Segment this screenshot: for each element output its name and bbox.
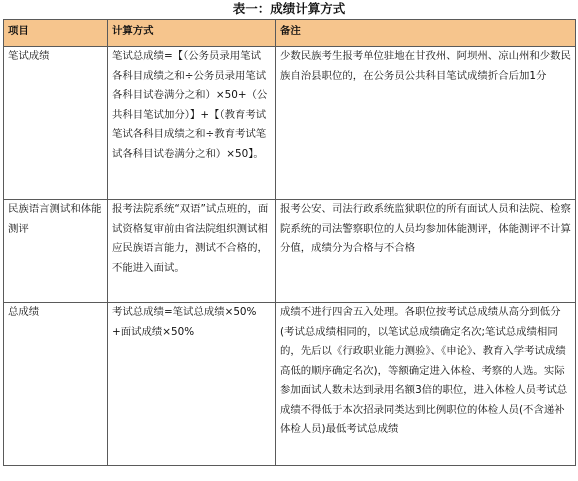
table-title: 表一：成绩计算方式 bbox=[232, 1, 346, 16]
row-written-item: 笔试成绩 bbox=[4, 47, 108, 200]
header-note: 备注 bbox=[276, 20, 576, 47]
table-row bbox=[4, 303, 576, 466]
row-written-method: 笔试总成绩=【（公务员录用笔试各科目成绩之和÷公务员录用笔试各科目试卷满分之和）×50+（公共科目笔试加分）】+【（教育考试笔试各科目成绩之和÷教育考试笔试各科目试卷满分之和）×50】。 bbox=[108, 47, 276, 200]
row-language-note: 报考公安、司法行政系统监狱职位的所有面试人员和法院、检察院系统的司法警察职位的人员均参加体能测评，体能测评不计算分值，成绩分为合格与不合格 bbox=[276, 200, 576, 303]
row-language-item: 民族语言测试和体能测评 bbox=[4, 200, 108, 303]
table-row bbox=[4, 200, 576, 303]
table-header-row bbox=[4, 20, 576, 47]
row-language-method: 报考法院系统“双语”试点班的，面试资格复审前由省法院组织测试相应民族语言能力，测试不合格的，不能进入面试。 bbox=[108, 200, 276, 303]
row-total-note: 成绩不进行四舍五入处理。各职位按考试总成绩从高分到低分(考试总成绩相同的，以笔试总成绩确定名次;笔试总成绩相同的，先后以《行政职业能力测验》、《申论》、教育入学考试成绩高低的顺序确定名次)，等额确定进入体检、考察的人选。实际参加面试人数未达到录用名额3倍的职位，进入体检人员考试总成绩不得低于本次招录同类达到比例职位的体检人员(不含递补体检人员)最低考试总成绩 bbox=[276, 303, 576, 466]
row-total-item: 总成绩 bbox=[4, 303, 108, 466]
header-item: 项目 bbox=[4, 20, 108, 47]
header-method: 计算方式 bbox=[108, 20, 276, 47]
score-calculation-table bbox=[3, 19, 576, 466]
row-total-method: 考试总成绩=笔试总成绩×50%+面试成绩×50% bbox=[108, 303, 276, 466]
table-row bbox=[4, 47, 576, 200]
row-written-note: 少数民族考生报考单位驻地在甘孜州、阿坝州、凉山州和少数民族自治县职位的，在公务员公共科目笔试成绩折合后加1分 bbox=[276, 47, 576, 200]
